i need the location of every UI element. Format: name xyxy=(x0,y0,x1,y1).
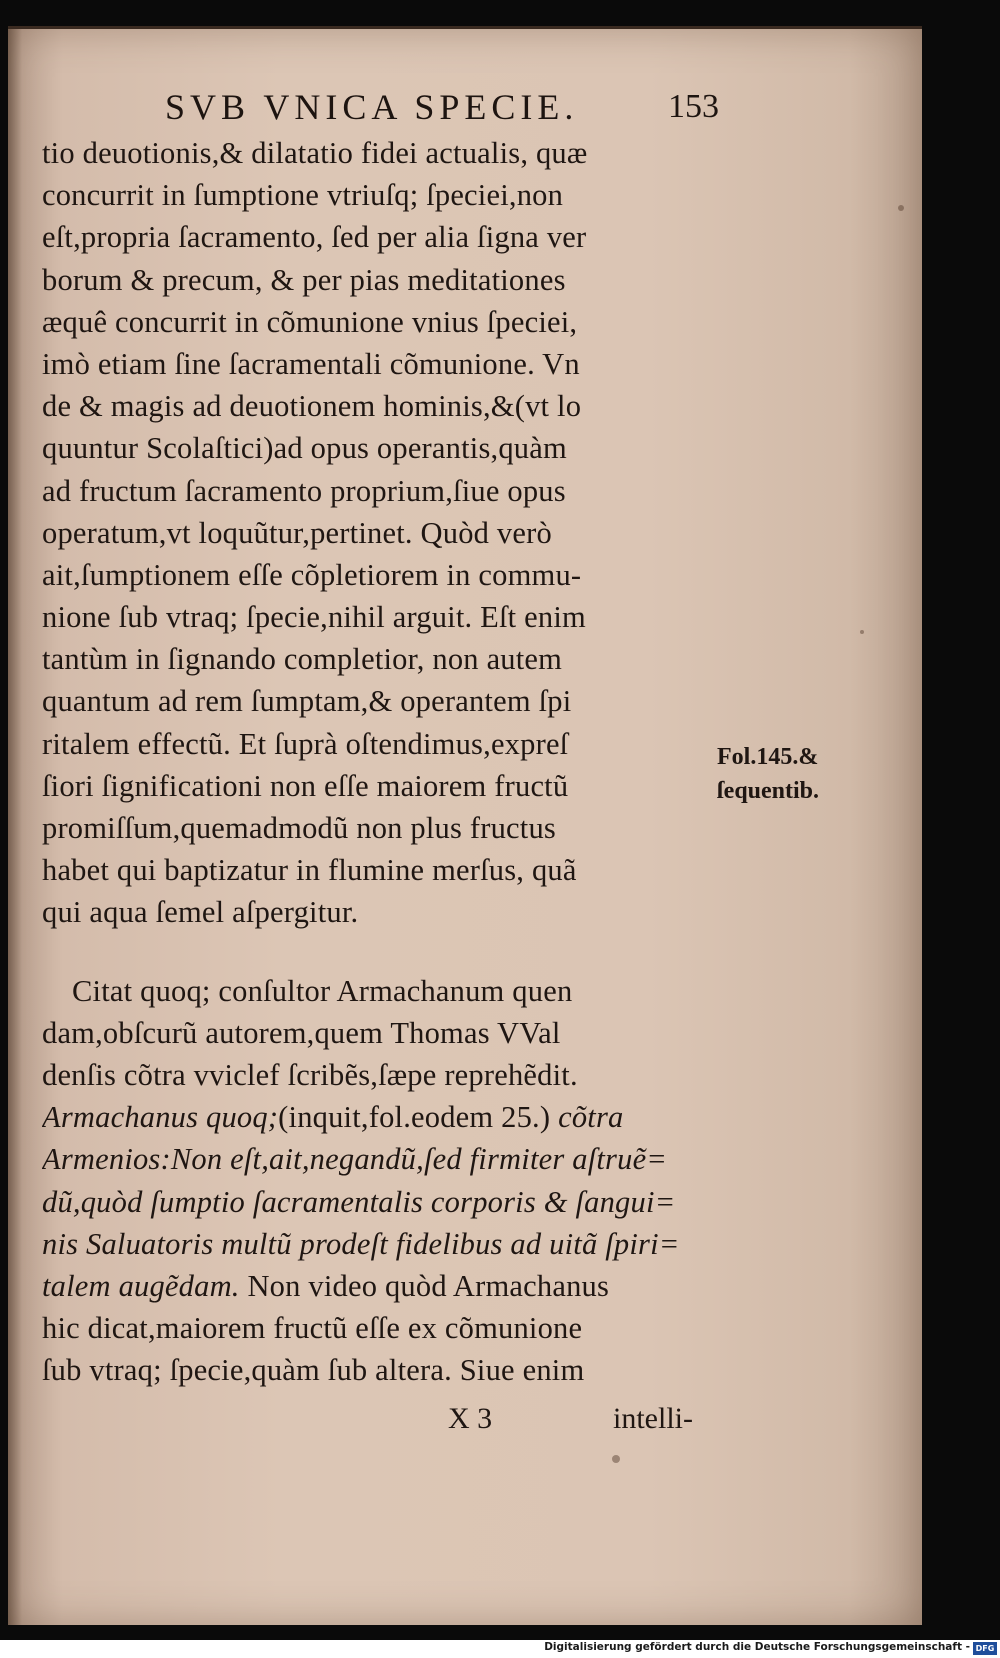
text-line: de & magis ad deuotionem hominis,&(vt lo xyxy=(42,389,582,424)
margin-note-line: Fol.145.& xyxy=(717,744,819,770)
text-line: tantùm in ſignando completior, non autem xyxy=(42,642,563,677)
text-line: habet qui baptizatur in flumine merſus, quã xyxy=(42,853,577,888)
main-text-block xyxy=(42,132,722,1391)
text-line: operatum,vt loquũtur,pertinet. Quòd verò xyxy=(42,515,552,550)
text-line xyxy=(42,1265,722,1307)
text-line: borum & precum, & per pias meditationes xyxy=(42,262,566,297)
text-line: dam,obſcurũ autorem,quem Thomas VVal xyxy=(42,1015,561,1050)
text-line xyxy=(42,1138,722,1180)
text-line: quuntur Scolaſtici)ad opus operantis,quàm xyxy=(42,431,567,466)
text-line: ritalem effectũ. Et ſuprà oſtendimus,expreſ xyxy=(42,726,569,761)
catchline xyxy=(448,1402,728,1444)
text-line: eſt,propria ſacramento, ſed per alia ſigna ver xyxy=(42,220,587,255)
margin-note xyxy=(717,740,877,808)
text-line: concurrit in ſumptione vtriuſq; ſpeciei,non xyxy=(42,178,564,213)
text-line: nione ſub vtraq; ſpecie,nihil arguit. Eſt enim xyxy=(42,600,586,635)
italic-span: dũ,quòd ſumptio ſacramentalis corporis & ſangui= xyxy=(42,1184,676,1219)
italic-span: Non eſt,ait,negandũ,ſed firmiter aſtruẽ= xyxy=(170,1142,668,1177)
text-line xyxy=(42,1181,722,1223)
text-line: hic dicat,maiorem fructũ eſſe ex cõmunione xyxy=(42,1311,583,1346)
italic-span: talem augẽdam. xyxy=(42,1268,240,1303)
roman-span: (inquit,fol.eodem 25.) xyxy=(278,1100,551,1135)
text-line: ſub vtraq; ſpecie,quàm ſub altera. Siue enim xyxy=(42,1353,585,1388)
signature-mark: X 3 xyxy=(448,1402,493,1435)
text-line: ad fructum ſacramento proprium,ſiue opus xyxy=(42,473,566,508)
text-line: Citat quoq; conſultor Armachanum quen xyxy=(72,973,573,1008)
text-line xyxy=(42,1096,722,1138)
italic-span: nis Saluatoris multũ prodeſt fidelibus ad uitã ſpiri= xyxy=(42,1226,680,1261)
text-line: denſis cõtra vviclef ſcribẽs,ſæpe reprehẽdit. xyxy=(42,1057,578,1092)
text-line: promiſſum,quemadmodũ non plus fructus xyxy=(42,811,556,845)
italic-span: Armachanus quoq; xyxy=(42,1100,279,1135)
paper-speck xyxy=(612,1455,620,1463)
margin-note-line: ſequentib. xyxy=(717,778,820,804)
paper-speck xyxy=(860,630,864,634)
digitization-credit: Digitalisierung gefördert durch die Deutsche Forschungsgemeinschaft - xyxy=(544,1641,970,1653)
text-line: tio deuotionis,& dilatatio fidei actualis, quæ xyxy=(42,136,588,170)
page-number: 153 xyxy=(668,88,719,125)
text-line xyxy=(42,1223,722,1265)
running-head: SVB VNICA SPECIE. xyxy=(165,87,579,127)
text-line: imò etiam ſine ſacramentali cõmunione. Vn xyxy=(42,346,580,381)
roman-span: Non video quòd Armachanus xyxy=(239,1268,610,1303)
catchword: intelli- xyxy=(613,1402,693,1435)
text-line: quantum ad rem ſumptam,& operantem ſpi xyxy=(42,684,572,719)
italic-span: cõtra xyxy=(558,1100,624,1135)
text-line: ait,ſumptionem eſſe cõpletiorem in commu- xyxy=(42,557,582,592)
dfg-logo: DFG xyxy=(973,1642,997,1655)
text-line: qui aqua ſemel aſpergitur. xyxy=(42,895,359,930)
page-gutter-shadow xyxy=(8,29,22,1625)
text-line: æquê concurrit in cõmunione vnius ſpeciei, xyxy=(42,304,578,339)
text-line: ſiori ſignificationi non eſſe maiorem fructũ xyxy=(42,768,569,803)
italic-span: Armenios: xyxy=(42,1142,171,1177)
paper-speck xyxy=(898,205,904,211)
